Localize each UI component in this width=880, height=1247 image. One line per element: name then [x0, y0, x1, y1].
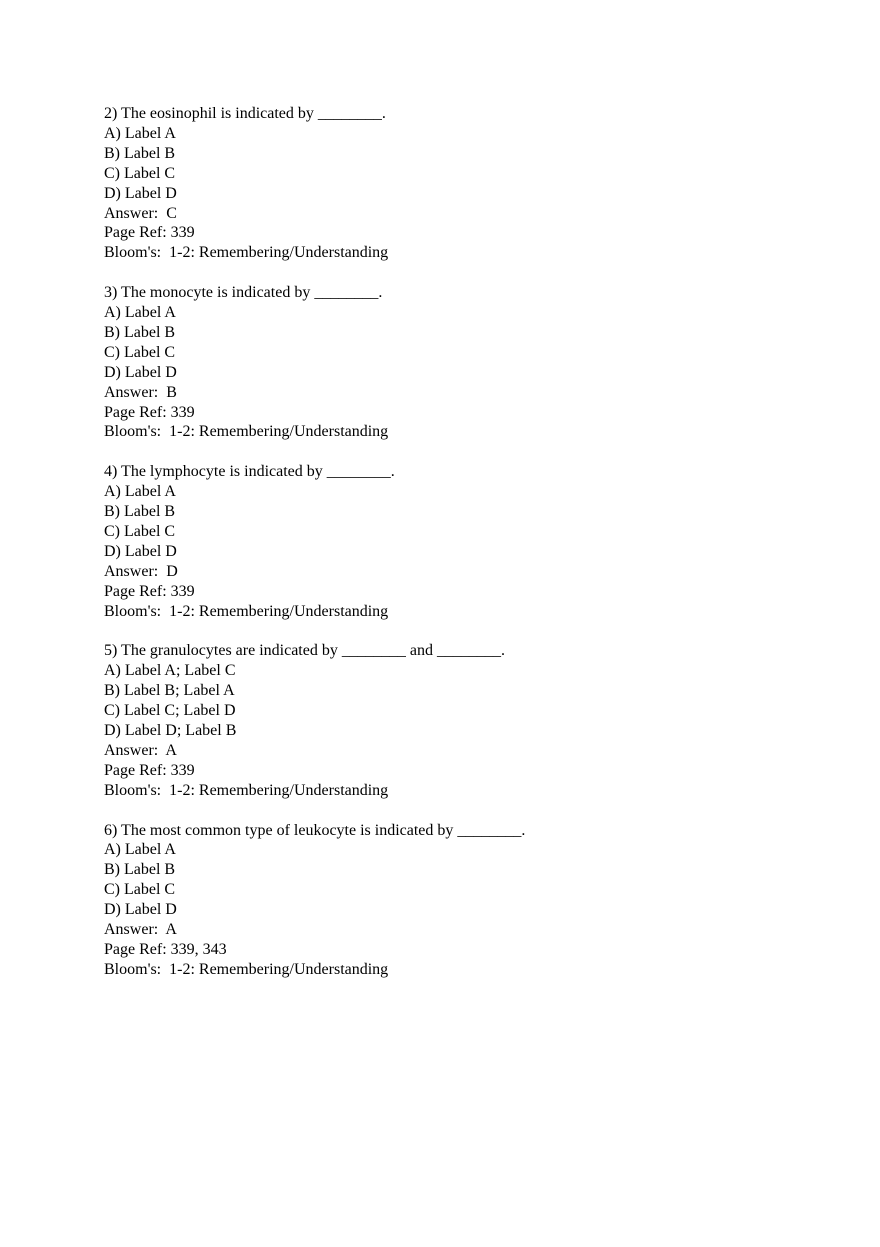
option-d: D) Label D: [104, 363, 177, 381]
option-b: B) Label B: [104, 323, 176, 341]
page-ref: Page Ref: 339: [104, 582, 195, 600]
option-a: A) Label A: [104, 124, 176, 142]
answer: Answer: C: [104, 204, 177, 222]
option-c: C) Label C: [104, 343, 176, 361]
blooms-level: Bloom's: 1-2: Remembering/Understanding: [104, 423, 389, 441]
option-b: B) Label B: [104, 503, 176, 521]
question-stem: 3) The monocyte is indicated by ________.: [104, 284, 383, 302]
answer: Answer: D: [104, 562, 178, 580]
question-2: [104, 104, 844, 263]
question-5: [104, 641, 844, 800]
option-c: C) Label C: [104, 881, 176, 899]
blooms-level: Bloom's: 1-2: Remembering/Understanding: [104, 244, 389, 262]
option-b: B) Label B: [104, 144, 176, 162]
blooms-level: Bloom's: 1-2: Remembering/Understanding: [104, 781, 389, 799]
page-ref: Page Ref: 339, 343: [104, 941, 227, 958]
blooms-level: Bloom's: 1-2: Remembering/Understanding: [104, 960, 389, 978]
option-c: C) Label C; Label D: [104, 702, 236, 720]
option-a: A) Label A; Label C: [104, 662, 236, 680]
option-d: D) Label D: [104, 901, 177, 919]
question-stem: 5) The granulocytes are indicated by ________ and ________.: [104, 642, 505, 660]
option-c: C) Label C: [104, 164, 176, 182]
answer: Answer: A: [104, 921, 177, 939]
option-c: C) Label C: [104, 523, 176, 540]
question-3: [104, 283, 844, 442]
page-ref: Page Ref: 339: [104, 403, 195, 421]
option-d: D) Label D; Label B: [104, 722, 237, 740]
question-stem: 6) The most common type of leukocyte is indicated by ________.: [104, 821, 526, 839]
option-b: B) Label B: [104, 861, 176, 879]
answer: Answer: B: [104, 383, 177, 401]
question-stem: 2) The eosinophil is indicated by ________.: [104, 105, 386, 122]
question-6: [104, 821, 844, 980]
page-ref: Page Ref: 339: [104, 761, 195, 779]
option-a: A) Label A: [104, 841, 176, 859]
blooms-level: Bloom's: 1-2: Remembering/Understanding: [104, 602, 389, 620]
option-a: A) Label A: [104, 483, 176, 501]
option-d: D) Label D: [104, 542, 177, 560]
option-b: B) Label B; Label A: [104, 682, 235, 700]
answer: Answer: A: [104, 741, 177, 759]
option-a: A) Label A: [104, 304, 176, 322]
document-page: [104, 104, 844, 1000]
question-4: [104, 462, 844, 621]
option-d: D) Label D: [104, 184, 177, 202]
question-stem: 4) The lymphocyte is indicated by ________.: [104, 463, 395, 481]
page-ref: Page Ref: 339: [104, 224, 195, 242]
